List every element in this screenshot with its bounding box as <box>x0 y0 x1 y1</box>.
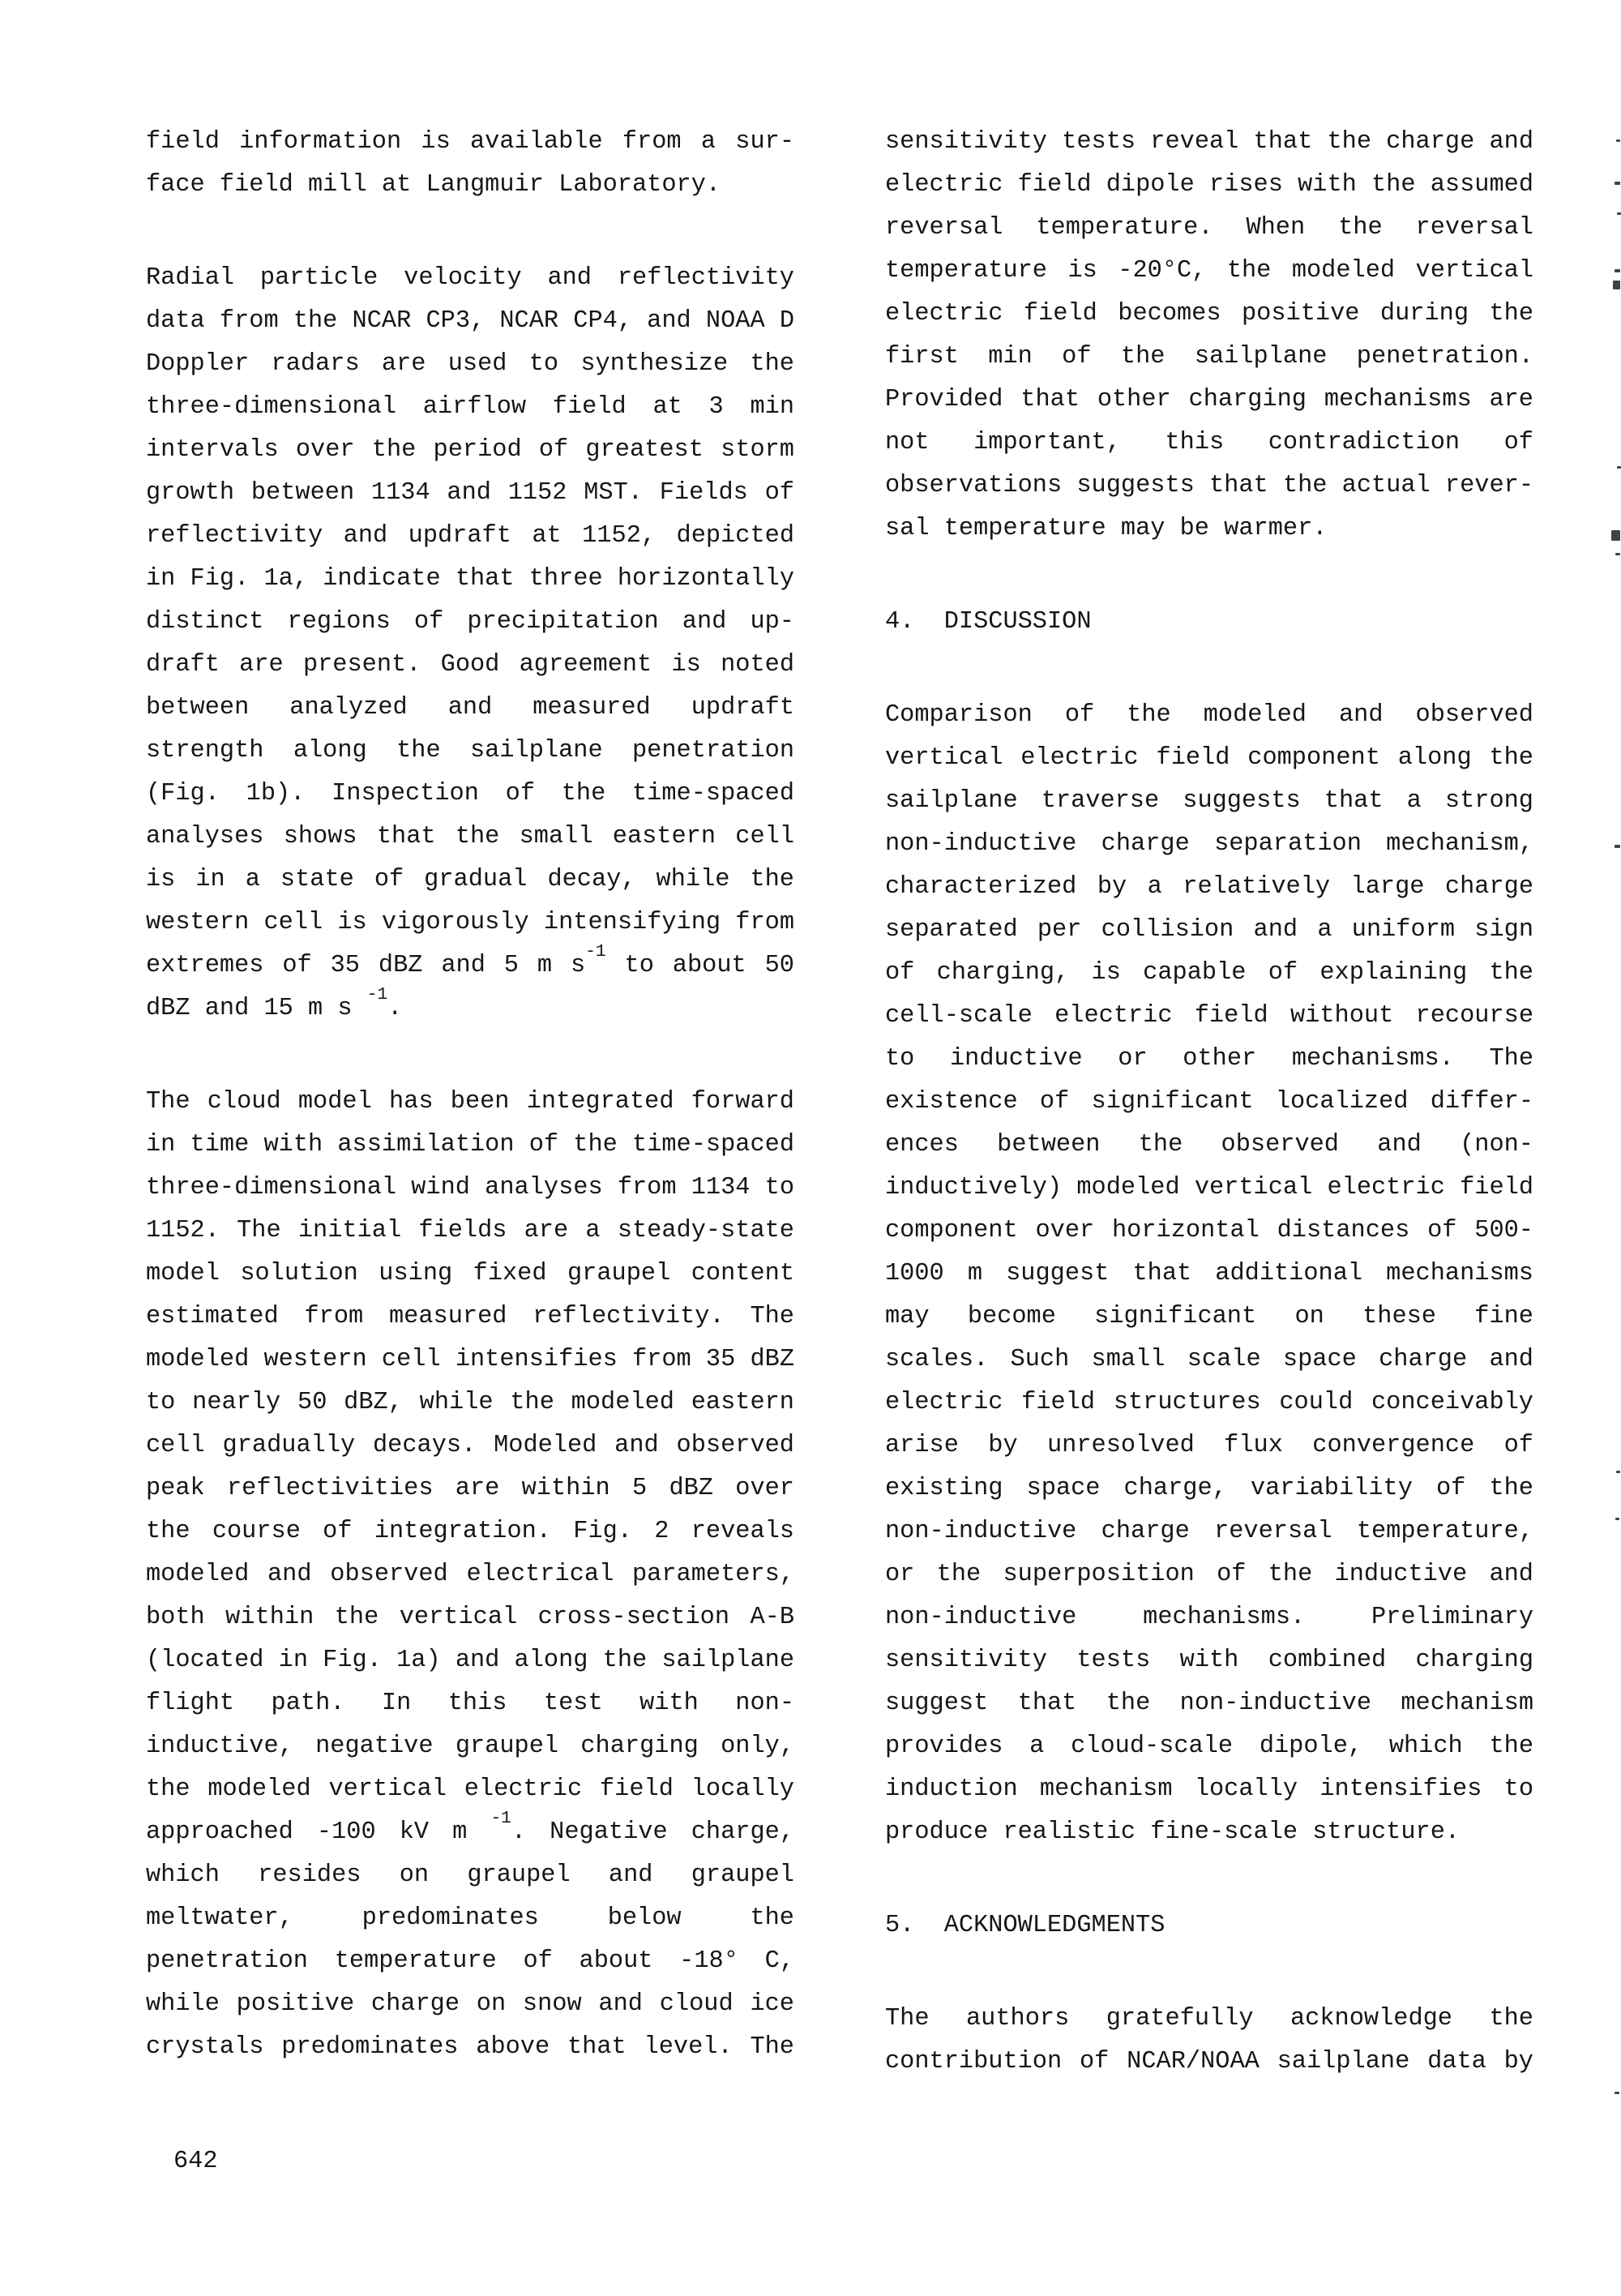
text-line: intervals over the period of greatest storm <box>146 436 794 464</box>
text-line: not important, this contradiction of <box>885 429 1533 456</box>
scan-speck <box>1615 845 1620 848</box>
text-line: growth between 1134 and 1152 MST. Fields of <box>146 479 794 507</box>
text-line: draft are present. Good agreement is noted <box>146 651 794 679</box>
text-line: in Fig. 1a, indicate that three horizontally <box>146 565 794 593</box>
text-line: model solution using fixed graupel content <box>146 1260 794 1287</box>
text-line: estimated from measured reflectivity. The <box>146 1303 794 1330</box>
text-line: dBZ and 15 m s $^{-1}$. <box>146 984 403 1022</box>
scan-speck <box>1615 553 1620 555</box>
right-column <box>885 121 1533 2084</box>
text-line: peak reflectivities are within 5 dBZ over <box>146 1475 794 1502</box>
text-line: data from the NCAR CP3, NCAR CP4, and NOAA D <box>146 307 794 335</box>
text-line: scales. Such small scale space charge and <box>885 1346 1533 1373</box>
text-line: both within the vertical cross-section A-B <box>146 1604 794 1631</box>
text-line: to inductive or other mechanisms. The <box>885 1045 1533 1073</box>
text-line: characterized by a relatively large charge <box>885 873 1533 901</box>
paragraph <box>146 1081 794 2069</box>
section-heading-acknowledgments <box>885 1904 1533 1947</box>
text-line: which resides on graupel and graupel <box>146 1861 794 1889</box>
text-line: three-dimensional wind analyses from 1134 to <box>146 1174 794 1202</box>
paragraph <box>885 694 1533 1854</box>
scan-speck <box>1616 1471 1620 1473</box>
section-heading-discussion <box>885 601 1533 644</box>
text-line: in time with assimilation of the time-spaced <box>146 1131 794 1159</box>
text-line: Radial particle velocity and reflectivity <box>146 264 794 292</box>
text-line: cell gradually decays. Modeled and observed <box>146 1432 794 1459</box>
text-line: The authors gratefully acknowledge the <box>885 2005 1533 2033</box>
text-line: existing space charge, variability of the <box>885 1475 1533 1502</box>
text-line: may become significant on these fine <box>885 1303 1533 1330</box>
text-line: reflectivity and updraft at 1152, depicted <box>146 522 794 550</box>
text-line: 1152. The initial fields are a steady-state <box>146 1217 794 1244</box>
text-line: meltwater, predominates below the <box>146 1904 794 1932</box>
text-line: sailplane traverse suggests that a strong <box>885 787 1533 815</box>
text-line: electric field structures could conceivably <box>885 1389 1533 1416</box>
text-line: inductive, negative graupel charging only, <box>146 1733 794 1760</box>
text-line: ences between the observed and (non- <box>885 1131 1533 1159</box>
text-line: existence of significant localized differ- <box>885 1088 1533 1116</box>
text-line: modeled western cell intensifies from 35 dBZ <box>146 1346 794 1373</box>
text-line: electric field becomes positive during the <box>885 300 1533 328</box>
text-line: non-inductive charge separation mechanism, <box>885 830 1533 858</box>
text-line: temperature is -20°C, the modeled vertical <box>885 257 1533 285</box>
text-line: inductively) modeled vertical electric field <box>885 1174 1533 1202</box>
left-column <box>146 121 794 2069</box>
text-line: suggest that the non-inductive mechanism <box>885 1690 1533 1717</box>
text-line: western cell is vigorously intensifying from <box>146 909 794 936</box>
text-line: sal temperature may be warmer. <box>885 515 1328 542</box>
scan-speck <box>1617 212 1621 215</box>
text-line: sensitivity tests with combined charging <box>885 1647 1533 1674</box>
text-line: three-dimensional airflow field at 3 min <box>146 393 794 421</box>
text-line: non-inductive mechanisms. Preliminary <box>885 1604 1533 1631</box>
scan-speck <box>1613 281 1620 289</box>
text-line: (located in Fig. 1a) and along the sailplane <box>146 1647 794 1674</box>
text-line: is in a state of gradual decay, while the <box>146 866 794 893</box>
text-line: analyses shows that the small eastern cell <box>146 823 794 850</box>
text-line: first min of the sailplane penetration. <box>885 343 1533 371</box>
text-line: the course of integration. Fig. 2 reveals <box>146 1518 794 1545</box>
text-line: Comparison of the modeled and observed <box>885 701 1533 729</box>
text-line: the modeled vertical electric field locally <box>146 1776 794 1803</box>
scan-speck <box>1616 139 1620 142</box>
text-line: between analyzed and measured updraft <box>146 694 794 722</box>
text-line: approached -100 kV m $^{-1}$. Negative charge, <box>146 1808 794 1846</box>
page-number: 642 <box>173 2148 218 2175</box>
text-line: or the superposition of the inductive and <box>885 1561 1533 1588</box>
text-line: cell-scale electric field without recourse <box>885 1002 1533 1030</box>
text-line: vertical electric field component along the <box>885 744 1533 772</box>
text-line: field information is available from a sur- <box>146 128 794 156</box>
text-line: separated per collision and a uniform sign <box>885 916 1533 944</box>
text-line: Provided that other charging mechanisms are <box>885 386 1533 413</box>
text-line: induction mechanism locally intensifies to <box>885 1776 1533 1803</box>
text-line: (Fig. 1b). Inspection of the time-spaced <box>146 780 794 807</box>
text-line: contribution of NCAR/NOAA sailplane data by <box>885 2048 1533 2075</box>
text-line: observations suggests that the actual rever- <box>885 472 1533 499</box>
text-line: arise by unresolved flux convergence of <box>885 1432 1533 1459</box>
text-line: Doppler radars are used to synthesize the <box>146 350 794 378</box>
scan-speck <box>1617 466 1621 469</box>
paragraph <box>885 121 1533 550</box>
paragraph <box>146 257 794 1030</box>
scan-speck <box>1615 1518 1619 1520</box>
text-line: extremes of 35 dBZ and 5 m $s^{-1}$ to about 50 <box>146 941 794 979</box>
text-line: 1000 m suggest that additional mechanisms <box>885 1260 1533 1287</box>
text-line: provides a cloud-scale dipole, which the <box>885 1733 1533 1760</box>
text-line: penetration temperature of about -18° C, <box>146 1947 794 1975</box>
text-line: electric field dipole rises with the assumed <box>885 171 1533 199</box>
text-line: component over horizontal distances of 500- <box>885 1217 1533 1244</box>
paragraph <box>146 121 794 207</box>
scan-speck <box>1615 269 1620 272</box>
text-line: produce realistic fine-scale structure. <box>885 1818 1461 1846</box>
scan-speck <box>1615 182 1620 185</box>
text-line: while positive charge on snow and cloud ice <box>146 1990 794 2018</box>
paragraph <box>885 1998 1533 2084</box>
scan-speck <box>1611 530 1620 541</box>
text-line: 5. ACKNOWLEDGMENTS <box>885 1912 1165 1939</box>
text-line: flight path. In this test with non- <box>146 1690 794 1717</box>
superscript: -1 <box>490 1808 511 1828</box>
text-line: non-inductive charge reversal temperature, <box>885 1518 1533 1545</box>
text-line: of charging, is capable of explaining the <box>885 959 1533 987</box>
text-line: to nearly 50 dBZ, while the modeled eastern <box>146 1389 794 1416</box>
text-line: crystals predominates above that level. The <box>146 2033 794 2061</box>
text-line: reversal temperature. When the reversal <box>885 214 1533 242</box>
superscript: -1 <box>585 941 606 962</box>
text-line: face field mill at Langmuir Laboratory. <box>146 171 721 199</box>
text-line: distinct regions of precipitation and up- <box>146 608 794 636</box>
text-line: The cloud model has been integrated forward <box>146 1088 794 1116</box>
text-line: strength along the sailplane penetration <box>146 737 794 765</box>
superscript: -1 <box>366 984 388 1004</box>
scan-speck <box>1615 2092 1619 2094</box>
text-line: sensitivity tests reveal that the charge and <box>885 128 1533 156</box>
text-line: modeled and observed electrical parameters, <box>146 1561 794 1588</box>
text-line: 4. DISCUSSION <box>885 608 1092 636</box>
